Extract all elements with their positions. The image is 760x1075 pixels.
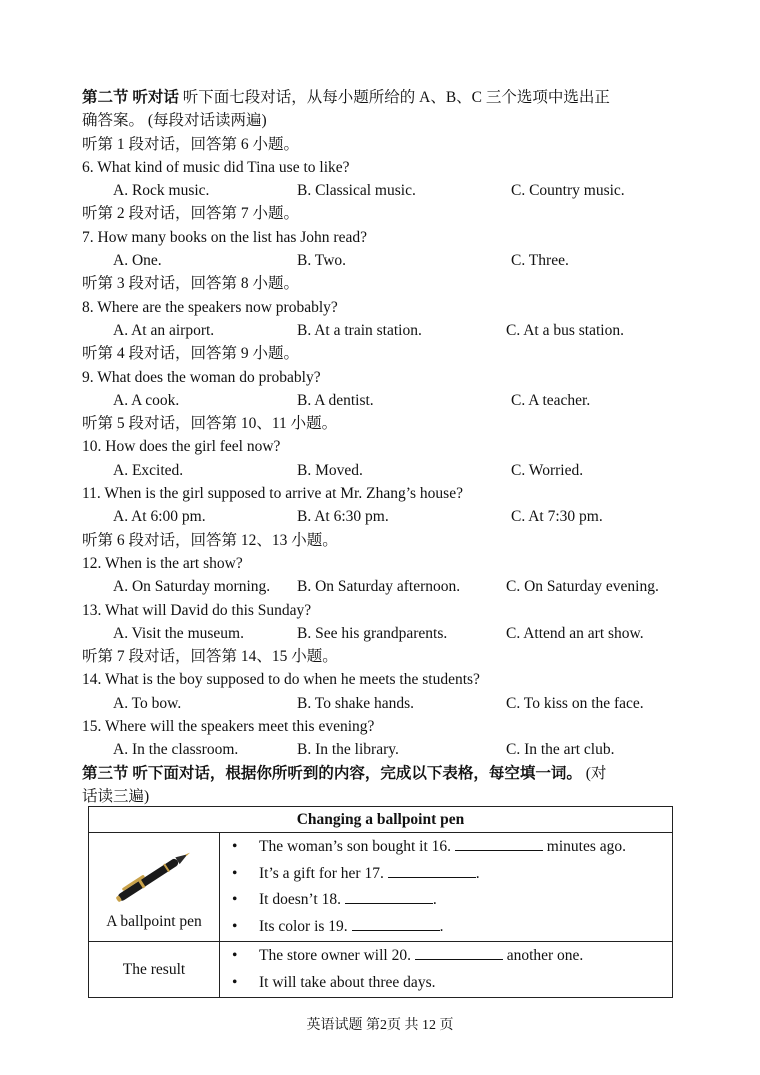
item-text: It will take about three days.	[259, 973, 436, 991]
option-b[interactable]: B. On Saturday afternoon.	[297, 578, 461, 596]
exam-page	[82, 86, 682, 808]
answer-table	[88, 806, 673, 998]
answer-options	[82, 505, 682, 528]
section3-title: 第三节 听下面对话，根据你所听到的内容，完成以下表格，每空填一词。	[82, 764, 582, 782]
answer-options	[82, 738, 682, 761]
answer-options	[82, 575, 682, 598]
question-stem: 11. When is the girl supposed to arrive at Mr. Zhang’s house?	[82, 485, 463, 503]
question-stem: 12. When is the art show?	[82, 554, 243, 572]
option-b[interactable]: B. Moved.	[297, 461, 363, 479]
item-text-after: .	[439, 917, 444, 935]
item-text-after: minutes ago.	[542, 838, 626, 855]
dialogue-intro: 听第 4 段对话，回答第 9 小题。	[82, 345, 300, 363]
question-stem: 14. What is the boy supposed to do when he meets the students?	[82, 671, 480, 689]
answer-blank[interactable]	[352, 915, 440, 931]
ballpoint-pen-icon	[108, 847, 200, 905]
option-a[interactable]: A. One.	[113, 252, 162, 270]
question-stem: 8. Where are the speakers now probably?	[82, 298, 338, 316]
answer-blank[interactable]	[455, 835, 543, 851]
table-item	[221, 943, 671, 970]
pen-image	[90, 843, 218, 909]
pen-cell	[89, 833, 220, 942]
option-c[interactable]: C. At a bus station.	[506, 321, 624, 339]
option-a[interactable]: A. On Saturday morning.	[113, 578, 271, 596]
item-text-after: another one.	[502, 947, 584, 964]
answer-blank[interactable]	[415, 944, 503, 960]
dialogue-intro: 听第 1 段对话，回答第 6 小题。	[82, 135, 300, 153]
option-a[interactable]: A. At an airport.	[113, 321, 215, 339]
option-b[interactable]: B. At a train station.	[297, 321, 422, 339]
question-stem: 15. Where will the speakers meet this evening?	[82, 718, 375, 736]
option-c[interactable]: C. Country music.	[511, 182, 625, 200]
answer-options	[82, 459, 682, 482]
option-c[interactable]: C. A teacher.	[511, 391, 591, 409]
table-item	[221, 834, 671, 861]
result-cell	[220, 942, 673, 998]
option-c[interactable]: C. At 7:30 pm.	[511, 508, 603, 526]
section2-heading	[82, 86, 682, 109]
option-a[interactable]: A. Visit the museum.	[113, 624, 244, 642]
section2-title: 第二节 听对话	[82, 89, 179, 106]
dialogue-intro: 听第 6 段对话，回答第 12、13 小题。	[82, 531, 338, 549]
answer-options	[82, 319, 682, 342]
answer-blank[interactable]	[345, 888, 433, 904]
section3-line2: 话读三遍)	[82, 787, 150, 805]
option-a[interactable]: A. A cook.	[113, 391, 180, 409]
question-stem: 6. What kind of music did Tina use to like?	[82, 158, 350, 176]
section2-instruction: 听下面七段对话，从每小题所给的 A、B、C 三个选项中选出正	[182, 89, 610, 106]
item-text-after: .	[432, 891, 437, 908]
question-stem: 7. How many books on the list has John read?	[82, 228, 367, 246]
option-a[interactable]: A. In the classroom.	[113, 741, 239, 759]
result-label-cell: The result	[89, 942, 220, 998]
answer-blank[interactable]	[388, 862, 476, 878]
pen-facts-cell	[220, 833, 673, 942]
item-text: The woman’s son bought it 16.	[259, 838, 455, 855]
option-a[interactable]: A. Rock music.	[113, 182, 210, 200]
option-b[interactable]: B. See his grandparents.	[297, 624, 448, 642]
question-stem: 10. How does the girl feel now?	[82, 438, 281, 456]
dialogue-intro: 听第 3 段对话，回答第 8 小题。	[82, 275, 300, 293]
table-item	[221, 887, 671, 914]
option-b[interactable]: B. In the library.	[297, 741, 399, 759]
option-c[interactable]: C. To kiss on the face.	[506, 694, 644, 712]
dialogue-intro: 听第 7 段对话，回答第 14、15 小题。	[82, 648, 338, 666]
pen-label: A ballpoint pen	[106, 913, 202, 930]
item-text: It’s a gift for her 17.	[259, 864, 388, 882]
dialogue-intro: 听第 5 段对话，回答第 10、11 小题。	[82, 415, 338, 433]
table-item	[221, 914, 671, 941]
answer-options	[82, 179, 682, 202]
table-item	[221, 861, 671, 888]
answer-options	[82, 692, 682, 715]
answer-options	[82, 389, 682, 412]
section3-tail: (对	[581, 764, 607, 782]
option-c[interactable]: C. On Saturday evening.	[506, 578, 659, 596]
option-c[interactable]: C. Three.	[511, 252, 569, 270]
option-c[interactable]: C. Worried.	[511, 461, 584, 479]
table-header: Changing a ballpoint pen	[89, 807, 673, 833]
item-text: The store owner will 20.	[259, 947, 415, 964]
item-text-after: .	[475, 864, 480, 882]
section3-heading	[82, 762, 682, 785]
table-item	[221, 970, 671, 997]
section2-instruction-line2: 确答案。 (每段对话读两遍)	[82, 112, 267, 130]
option-b[interactable]: B. Two.	[297, 252, 347, 270]
dialogue-intro: 听第 2 段对话，回答第 7 小题。	[82, 205, 300, 223]
option-a[interactable]: A. At 6:00 pm.	[113, 508, 206, 526]
option-c[interactable]: C. In the art club.	[506, 741, 615, 759]
question-list	[82, 133, 682, 762]
option-b[interactable]: B. A dentist.	[297, 391, 374, 409]
option-b[interactable]: B. At 6:30 pm.	[297, 508, 389, 526]
answer-options	[82, 622, 682, 645]
pen-facts-list	[221, 834, 671, 940]
answer-options	[82, 249, 682, 272]
option-a[interactable]: A. To bow.	[113, 694, 182, 712]
item-text: Its color is 19.	[259, 917, 352, 935]
option-a[interactable]: A. Excited.	[113, 461, 184, 479]
option-b[interactable]: B. Classical music.	[297, 182, 416, 200]
option-c[interactable]: C. Attend an art show.	[506, 624, 644, 642]
option-b[interactable]: B. To shake hands.	[297, 694, 415, 712]
question-stem: 9. What does the woman do probably?	[82, 368, 321, 386]
result-list	[221, 943, 671, 996]
question-stem: 13. What will David do this Sunday?	[82, 601, 312, 619]
item-text: It doesn’t 18.	[259, 891, 345, 908]
page-footer: 英语试题 第2页 共 12 页	[306, 1018, 454, 1033]
